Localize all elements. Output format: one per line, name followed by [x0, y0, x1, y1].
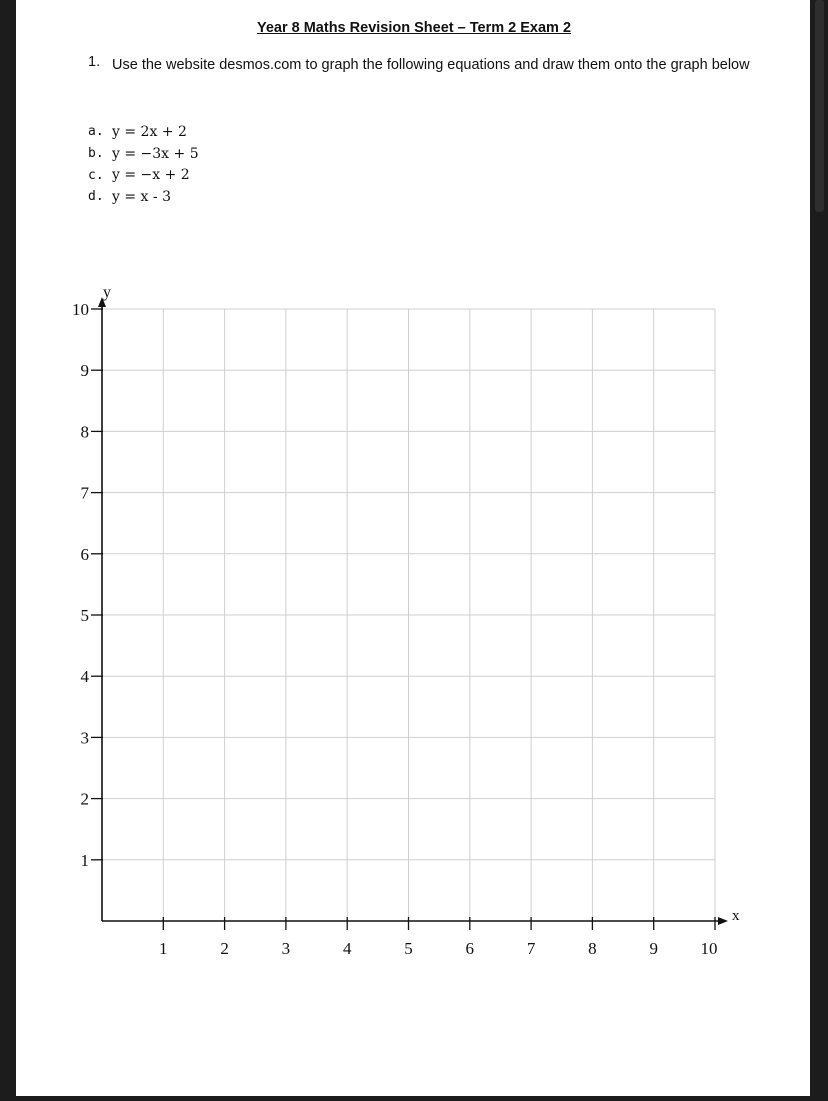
x-tick-label: 7 — [526, 939, 536, 958]
page-title: Year 8 Maths Revision Sheet – Term 2 Exam 2 — [256, 20, 572, 36]
x-tick-label: 5 — [404, 939, 413, 958]
y-tick-label: 4 — [80, 667, 89, 687]
y-tick-label: 2 — [80, 789, 89, 809]
y-tick-label: 7 — [80, 483, 89, 503]
equation-expression: y = x - 3 — [112, 188, 171, 205]
x-tick-label: 9 — [649, 939, 658, 958]
equation-letter: b. — [88, 146, 104, 162]
x-tick-label: 8 — [588, 939, 597, 958]
question-number: 1. — [88, 54, 101, 70]
y-tick-label: 5 — [80, 606, 89, 625]
equation-expression: y = 2x + 2 — [112, 123, 187, 140]
equation-letter: c. — [88, 167, 104, 183]
y-tick-label: 10 — [72, 300, 89, 319]
x-axis-label: x — [732, 908, 740, 924]
y-axis-label: y — [103, 284, 111, 301]
y-tick-label: 1 — [80, 850, 89, 870]
x-tick-label: 1 — [159, 939, 168, 958]
x-tick-label: 2 — [220, 939, 229, 958]
equation-letter: d. — [88, 189, 104, 205]
x-tick-label: 10 — [700, 939, 718, 958]
x-axis-arrow — [718, 917, 728, 925]
y-tick-label: 6 — [80, 544, 89, 564]
y-tick-label: 3 — [80, 728, 89, 748]
equation-expression: y = −x + 2 — [112, 167, 190, 184]
x-tick-label: 3 — [281, 939, 291, 958]
equation-letter: a. — [88, 124, 104, 140]
x-tick-label: 6 — [465, 939, 475, 958]
question-text: Use the website desmos.com to graph the following equations and draw them onto the graph below — [112, 57, 750, 73]
y-tick-label: 9 — [80, 361, 89, 381]
equation-expression: y = −3x + 5 — [112, 145, 199, 162]
x-tick-label: 4 — [342, 939, 352, 958]
y-tick-label: 8 — [80, 422, 89, 442]
